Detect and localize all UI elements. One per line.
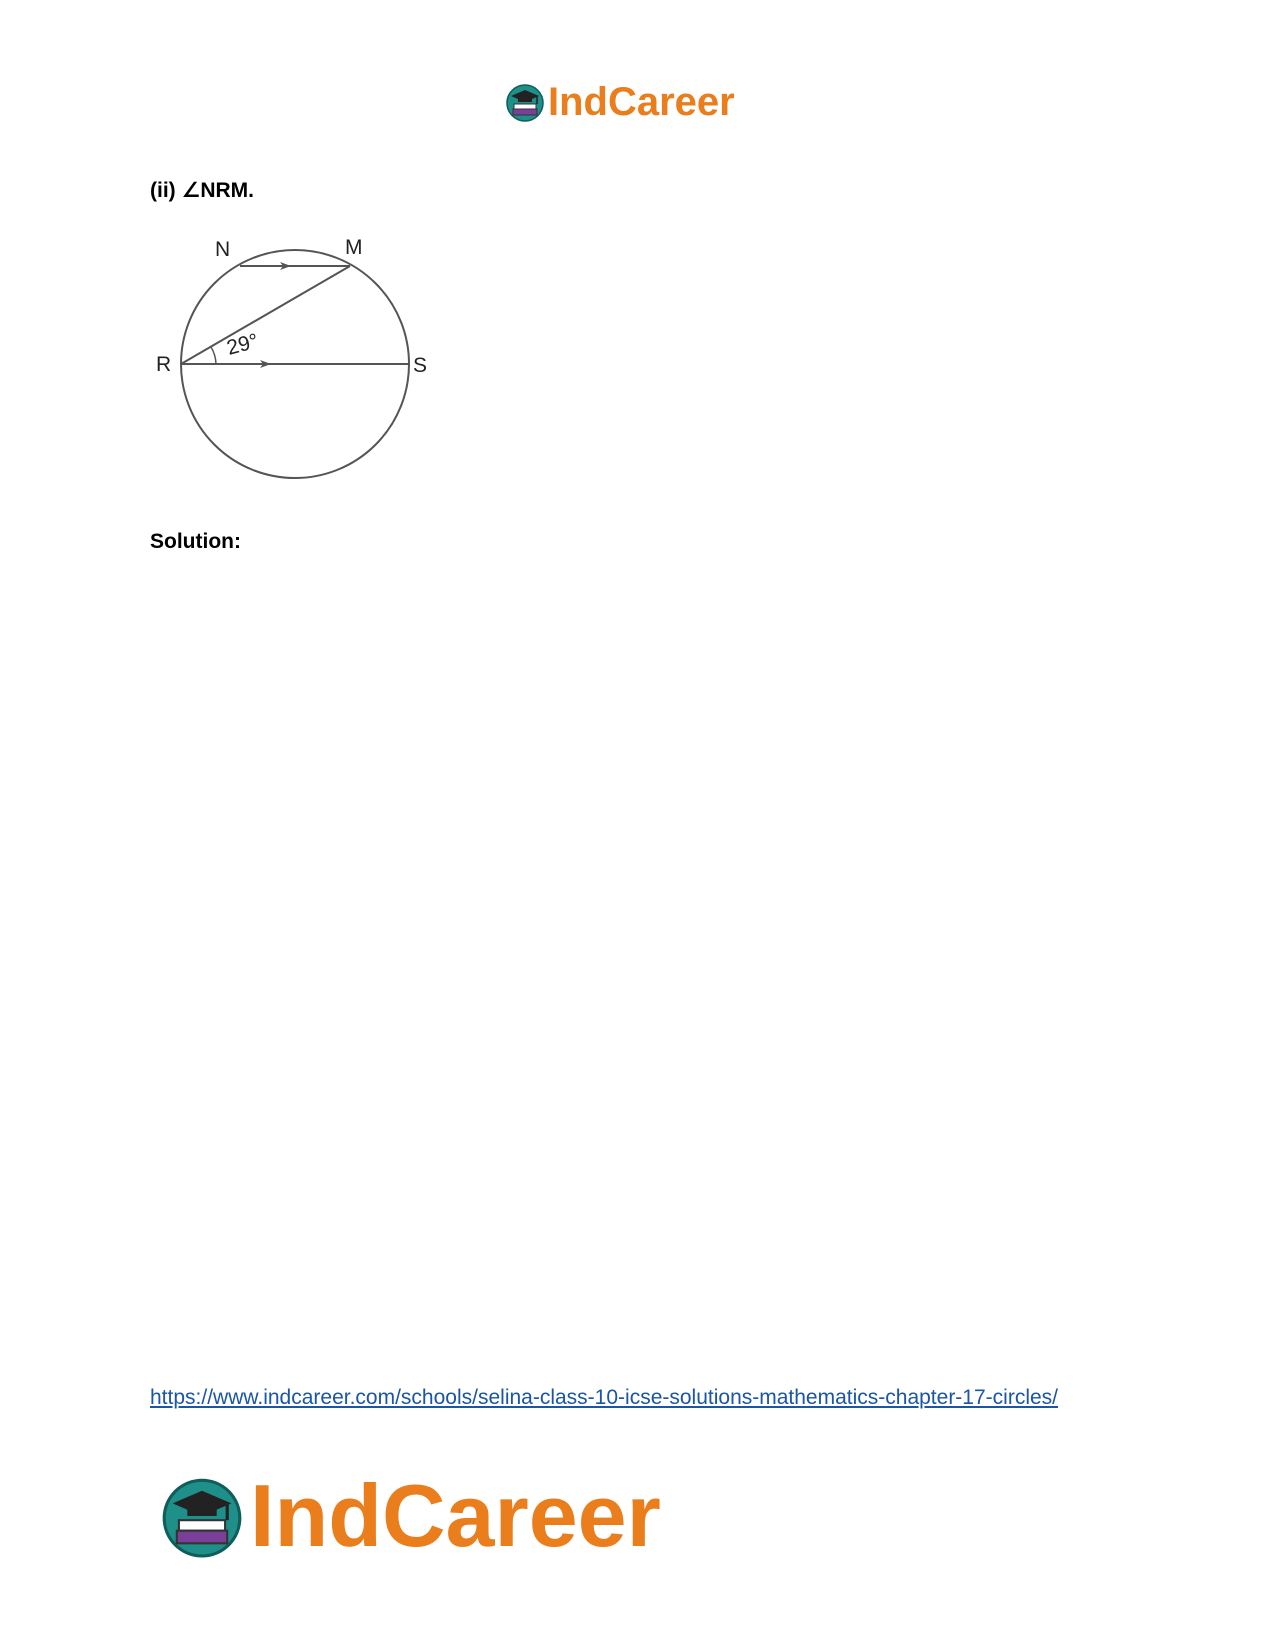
- graduation-cap-books-icon: [160, 1474, 244, 1558]
- point-label-m: M: [345, 238, 363, 259]
- question-label: (ii) ∠NRM.: [150, 179, 254, 202]
- angle-arc: [211, 347, 216, 364]
- graduation-cap-books-icon: [505, 82, 545, 122]
- header-logo: [505, 78, 735, 126]
- footer-logo-text: IndCareer: [250, 1466, 661, 1565]
- footer-logo: [160, 1468, 661, 1564]
- point-label-r: R: [156, 353, 172, 376]
- point-label-n: N: [215, 238, 231, 261]
- angle-label: 29°: [224, 329, 261, 360]
- circle-figure: [150, 238, 450, 500]
- source-url-link[interactable]: https://www.indcareer.com/schools/selina-class-10-icse-solutions-mathematics-chapter-17-circles/: [150, 1386, 1058, 1409]
- header-logo-text: IndCareer: [548, 79, 735, 124]
- chord-rm: [181, 266, 350, 364]
- point-label-s: S: [413, 354, 428, 377]
- solution-heading: Solution:: [150, 530, 241, 553]
